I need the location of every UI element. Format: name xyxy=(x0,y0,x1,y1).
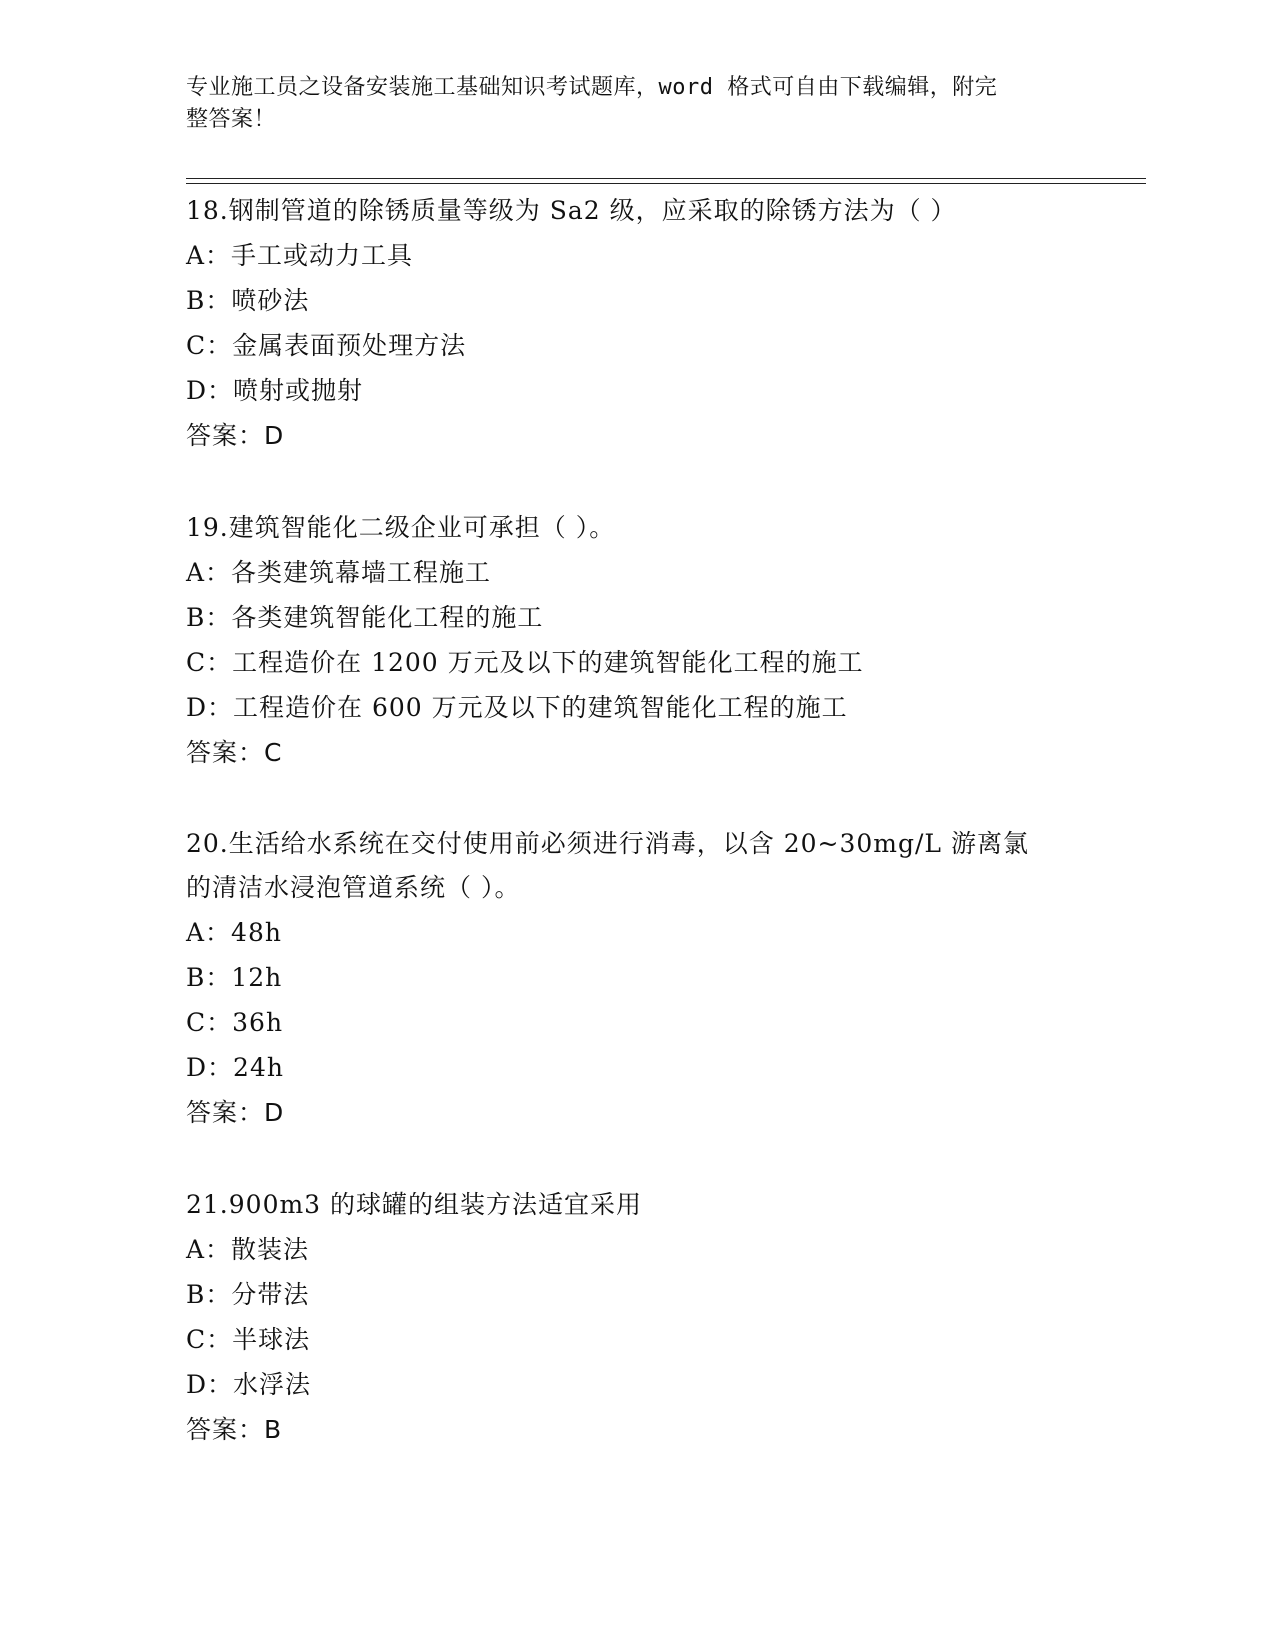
header-line-2: 整答案！ xyxy=(186,107,277,132)
question-18 xyxy=(186,189,1086,458)
question-title-line-2: 的清洁水浸泡管道系统（ ）。 xyxy=(186,873,521,902)
question-title-line-1: 20.生活给水系统在交付使用前必须进行消毒，以含 20~30mg/L 游离氯 xyxy=(186,829,1029,858)
question-title: 19.建筑智能化二级企业可承担（ ）。 xyxy=(186,513,616,542)
header-divider-top xyxy=(186,178,1146,179)
question-19 xyxy=(186,506,1086,775)
option-d: D：喷射或抛射 xyxy=(186,376,364,405)
document-header xyxy=(186,72,1066,136)
option-a: A：手工或动力工具 xyxy=(186,241,414,270)
option-d: D：工程造价在 600 万元及以下的建筑智能化工程的施工 xyxy=(186,693,848,722)
answer: 答案：D xyxy=(186,1098,285,1127)
option-b: B：12h xyxy=(186,963,283,992)
option-b: B：喷砂法 xyxy=(186,286,310,315)
answer: 答案：C xyxy=(186,738,283,767)
header-line-1: 专业施工员之设备安装施工基础知识考试题库，word 格式可自由下载编辑，附完 xyxy=(186,75,998,100)
option-d: D：水浮法 xyxy=(186,1370,312,1399)
question-title: 21.900m3 的球罐的组装方法适宜采用 xyxy=(186,1190,643,1219)
question-20 xyxy=(186,822,1086,1135)
option-c: C：金属表面预处理方法 xyxy=(186,331,467,360)
question-title: 18.钢制管道的除锈质量等级为 Sa2 级，应采取的除锈方法为（ ） xyxy=(186,196,957,225)
option-c: C：半球法 xyxy=(186,1325,311,1354)
option-b: B：各类建筑智能化工程的施工 xyxy=(186,603,544,632)
answer: 答案：B xyxy=(186,1415,283,1444)
option-a: A：48h xyxy=(186,918,282,947)
option-b: B：分带法 xyxy=(186,1280,310,1309)
option-c: C：工程造价在 1200 万元及以下的建筑智能化工程的施工 xyxy=(186,648,864,677)
option-c: C：36h xyxy=(186,1008,284,1037)
option-a: A：散装法 xyxy=(186,1235,310,1264)
question-21 xyxy=(186,1183,1086,1452)
option-d: D：24h xyxy=(186,1053,284,1082)
option-a: A：各类建筑幕墙工程施工 xyxy=(186,558,492,587)
header-divider-bottom xyxy=(186,183,1146,184)
answer: 答案：D xyxy=(186,421,285,450)
